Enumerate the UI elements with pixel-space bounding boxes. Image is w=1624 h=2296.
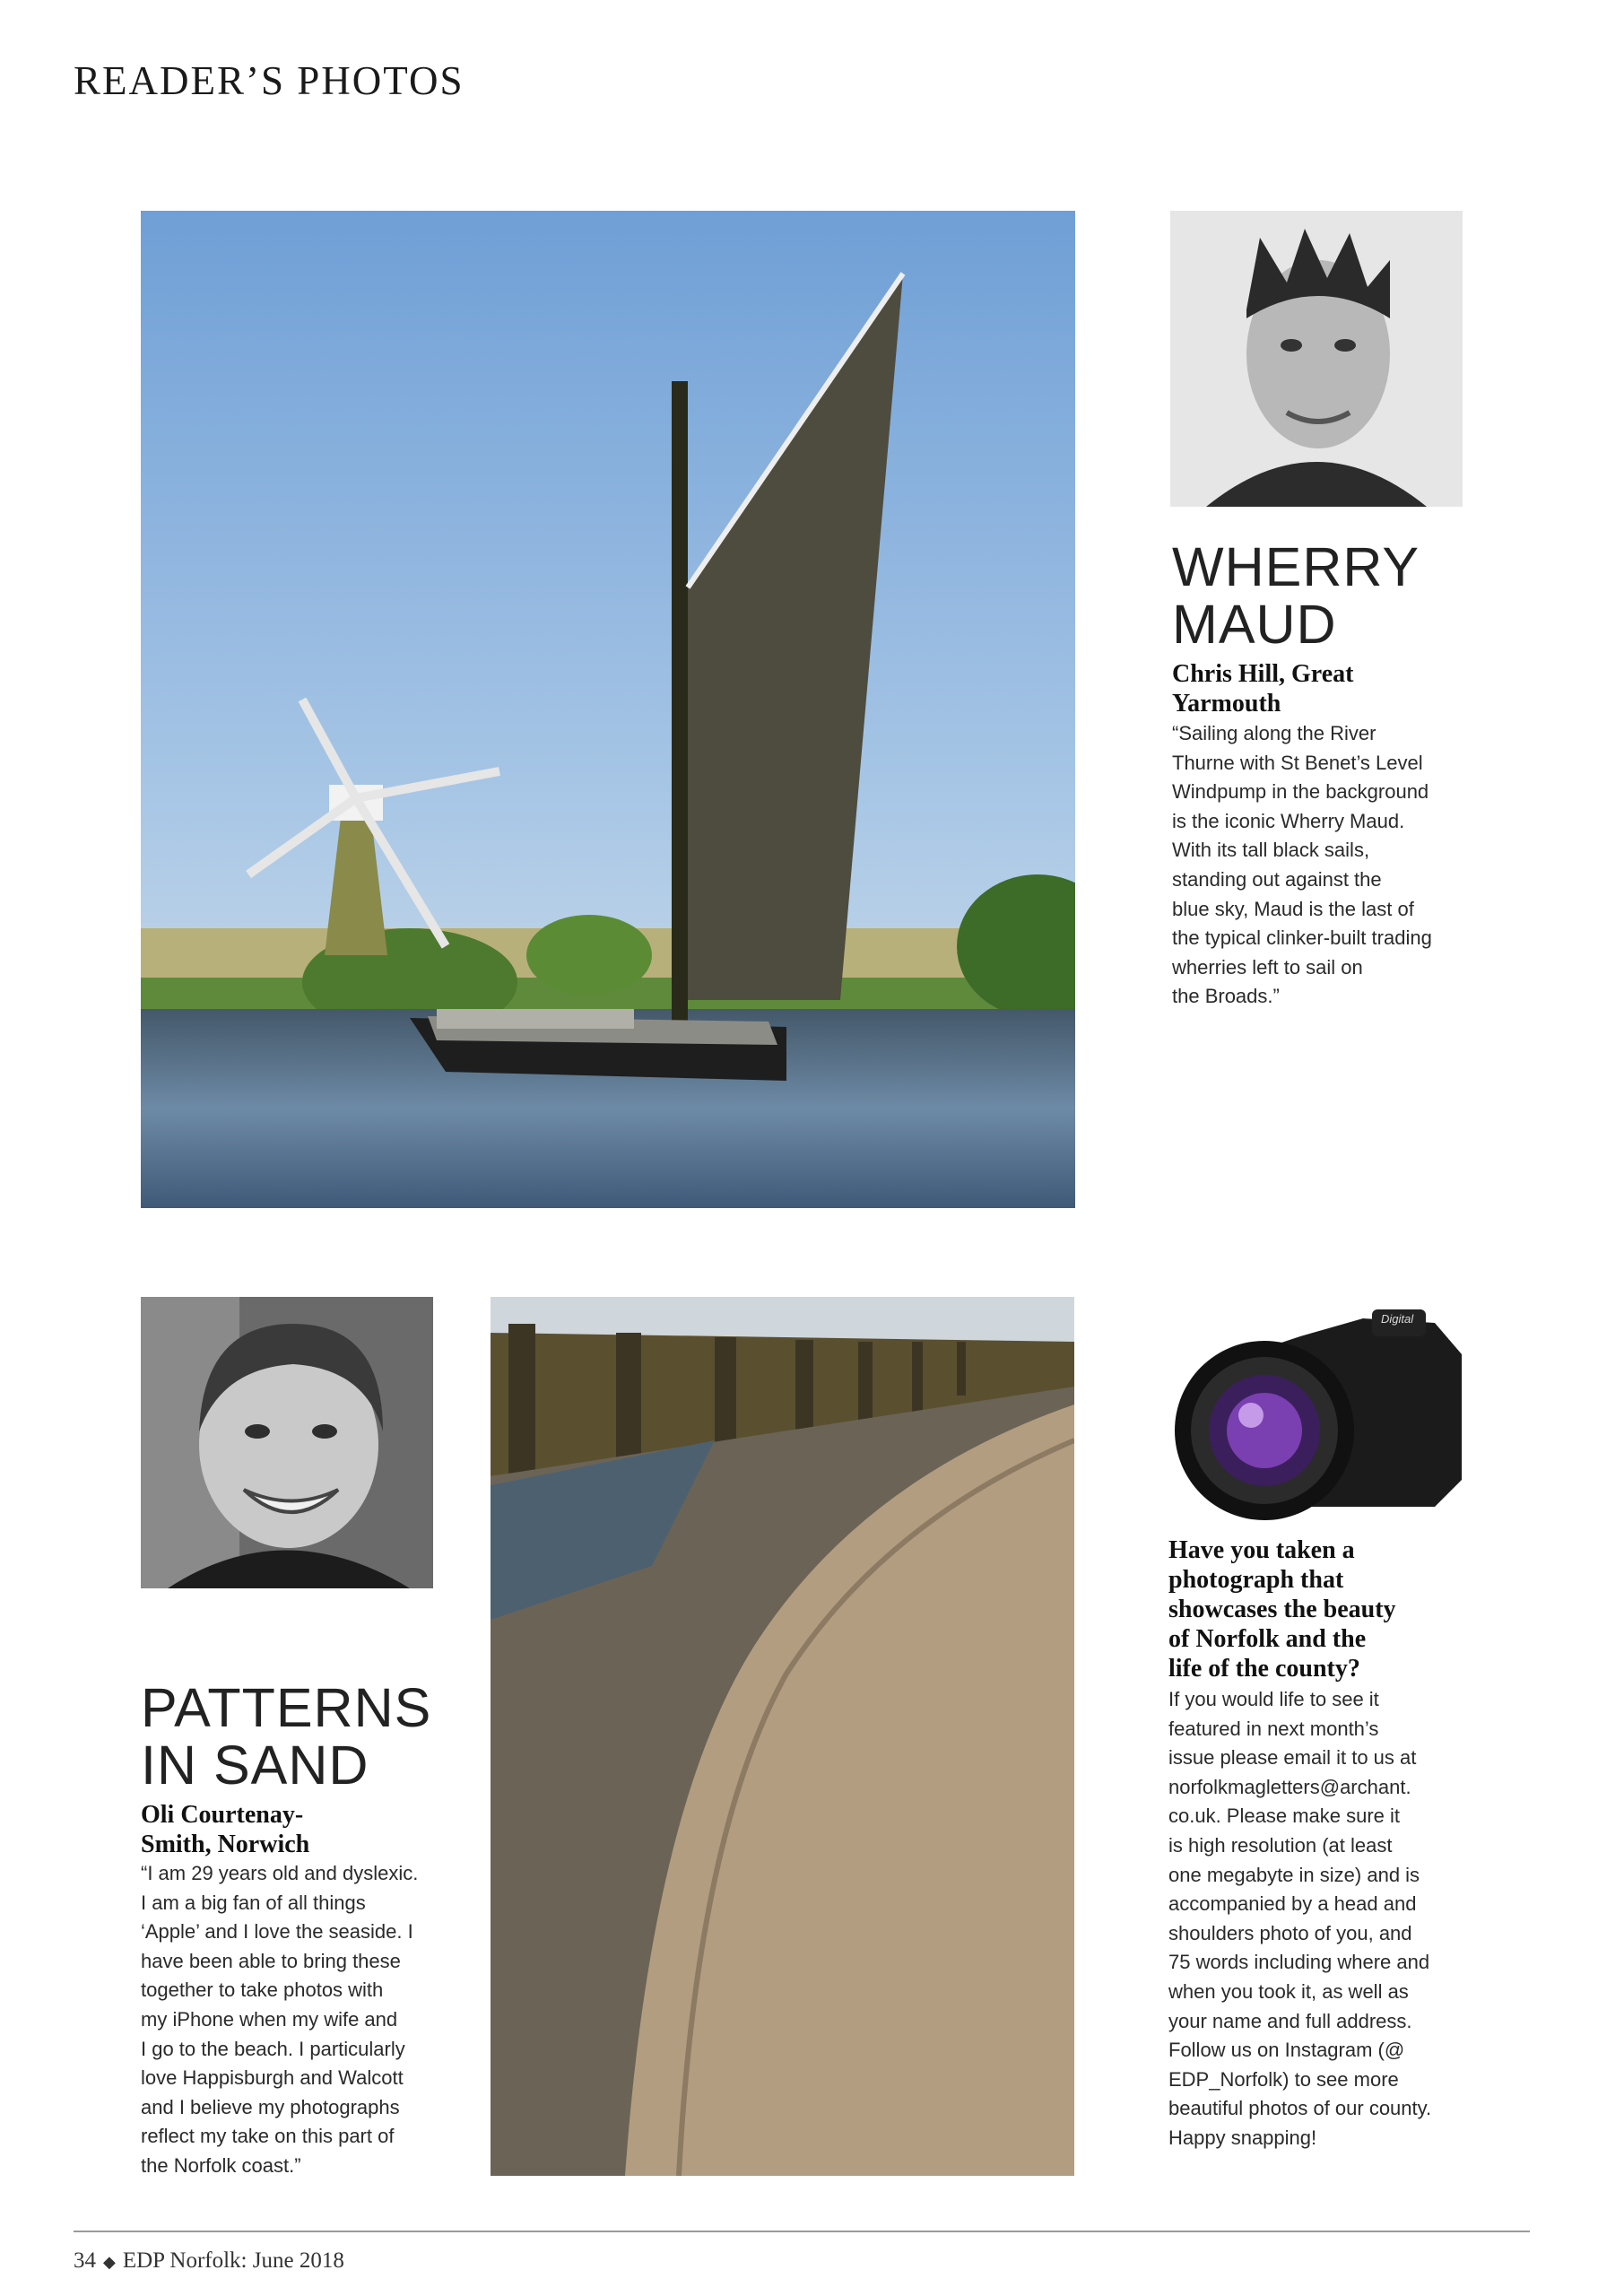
wherry-maud-caption: “Sailing along the River Thurne with St Benet’s Level Windpump in the background is the iconic Wherry Maud. With its tall black sails, standing out against the blue sky, Maud is the last of the typical clinker-built trading wherries left to sail on the Broads.” [1172,722,1432,1008]
camera-image [1166,1300,1471,1534]
wherry-maud-headline: WHERRY MAUD [1172,536,1420,655]
publication-info: EDP Norfolk: June 2018 [122,2248,344,2273]
chris-hill-portrait [1170,211,1463,507]
wherry-maud-byline: Chris Hill, Great Yarmouth [1172,660,1354,718]
patterns-in-sand-photo [491,1297,1074,2176]
camera-brand-text: Digital [1381,1312,1414,1326]
patterns-in-sand-byline: Oli Courtenay- Smith, Norwich [141,1801,310,1858]
patterns-in-sand-caption: “I am 29 years old and dyslexic. I am a big fan of all things ‘Apple’ and I love the seaside. I have been able to bring these together to take photos with my iPhone when my wife and I go to the beach. I particularly love Happisburgh and Walcott and I believe my photographs reflect my take on this part of the Norfolk coast.” [141,1862,419,2177]
oli-courtenay-smith-portrait [141,1297,433,1588]
submit-photo-heading: Have you taken a photograph that showcases the beauty of Norfolk and the life of the county? [1168,1536,1396,1683]
footer-divider [74,2231,1530,2232]
patterns-in-sand-headline: PATTERNS IN SAND [141,1677,432,1796]
page-number: 34 [74,2248,96,2273]
diamond-icon: ◆ [103,2253,116,2271]
wherry-maud-photo [141,211,1075,1208]
page-footer [74,2248,344,2274]
section-title: READER’S PHOTOS [74,58,465,103]
submit-photo-instructions: If you would life to see it featured in next month’s issue please email it to us at norfolkmagletters@archant. co.uk. Please make sure it is high resolution (at least one megabyte in size) and is accompanied by a head and shoulders photo of you, and 75 words including where and when you took it, as well as your name and full address. Follow us on Instagram (@ EDP_Norfolk) to see more beautiful photos of our county. Happy snapping! [1168,1688,1432,2149]
